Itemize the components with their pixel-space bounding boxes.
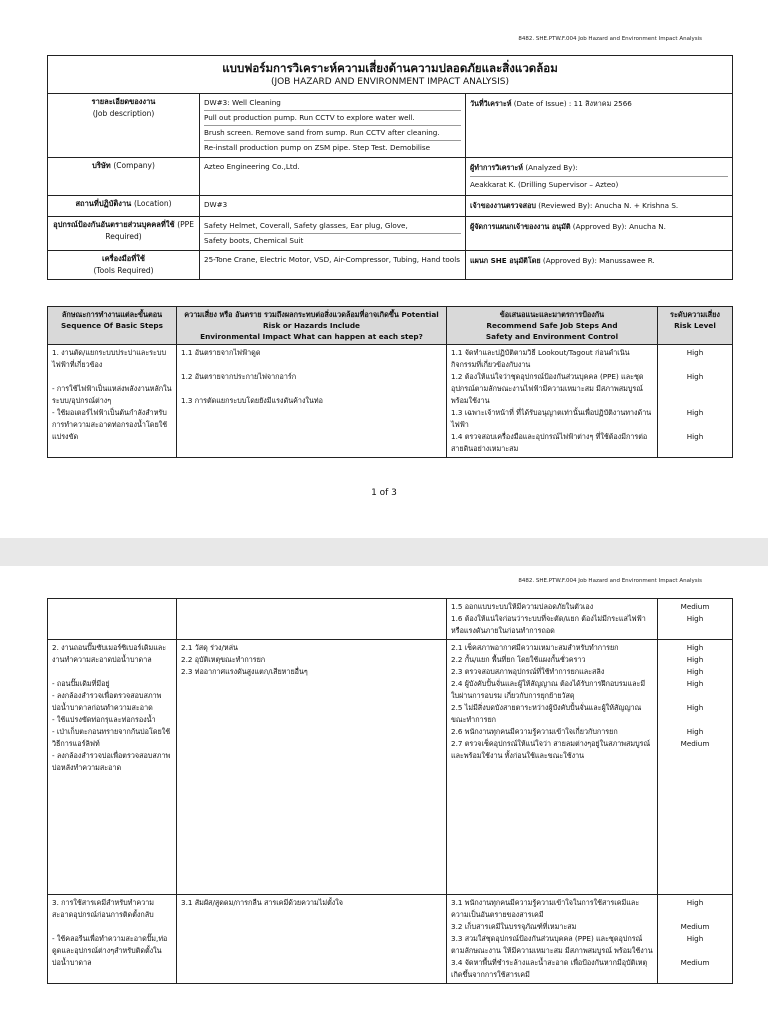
risk-cell: Medium High [658,599,733,640]
risk-cell: High High High High High High Medium [658,640,733,895]
ppe-label: อุปกรณ์ป้องกันอันตรายส่วนบุคคลที่ใช้ (PPE Required) [48,217,200,251]
job-description-value [200,94,466,158]
controls-cell: 1.1 จัดทำและปฏิบัติตามวิธี Lookout/Tagout ก่อนดำเนินกิจกรรมที่เกี่ยวข้องกับงาน 1.2 ต้องให้แน่ใจว่าชุดอุปกรณ์ป้องกันส่วนบุคคล (PPE) และชุดอุปกรณ์ตามลักษณะงานไฟฟ้ามีความเหมาะสม มีสภาพสมบูรณ์ พร้อมใช้งาน 1.3 เฉพาะเจ้าหน้าที่ ที่ได้รับอนุญาตเท่านั้นเพื่อปฏิบัติงานทางด้านไฟฟ้า 1.4 ตรวจสอบเครื่องมือและอุปกรณ์ไฟฟ้าต่างๆ ที่ใช้ต้องมีการต่อสายดินอย่างเหมาะสม [447,345,658,458]
location-value: DW#3 [200,196,466,217]
tools-value: 25-Tone Crane, Electric Motor, VSD, Air-Compressor, Tubing, Hand tools [200,251,466,280]
controls-cell: 2.1 เช็คสภาพอากาศมีความเหมาะสมสำหรับทำการยก 2.2 กั้น/แยก พื้นที่ยก โดยใช้แผงกั้นชั่วคราว 2.3 ตรวจสอบสภาพอุปกรณ์ที่ใช้ทำการยกและสลิง 2.4 ผู้บังคับปั้นจั่นและผู้ให้สัญญาณ ต้องได้รับการฝึกอบรมและมีใบผ่านการอบรม เกี่ยวกับการยุกย้ายวัสดุ 2.5 ไม่มีสิ่งบดบังสายตาระหว่างผู้บังคับปั้นจั่นและผู้ให้สัญญาณขณะทำการยก 2.6 พนักงานทุกคนมีความรู้ความเข้าใจเกี่ยวกับการยก 2.7 ตรวจเช็คอุปกรณ์ให้แน่ใจว่า สายลมต่างๆอยู่ในสภาพสมบูรณ์และพร้อมใช้งาน ทั้งก่อนใช้และขณะใช้งาน [447,640,658,895]
controls-cell: 1.5 ออกแบบระบบให้มีความปลอดภัยในตัวเอง 1.6 ต้องให้แน่ใจก่อนว่าระบบที่จะตัด/แยก ต้องไม่มีกระแสไฟฟ้าหรือแรงดันภายในก่อนทำการถอด [447,599,658,640]
title-english: (JOB HAZARD AND ENVIRONMENT IMPACT ANALYSIS) [271,77,509,87]
steps-cell: 3. การใช้สารเคมีสำหรับทำความสะอาดอุปกรณ์ก่อนการติดตั้งกลับ - ใช้คลอรีนเพื่อทำความสะอาดปั๊ม,ท่อดูดและอุปกรณ์ต่างๆสำหรับติดตั้งในบ่อน้ำบาดาล [48,895,177,984]
job-description-label: รายละเอียดของงาน (Job description) [48,94,200,158]
controls-cell: 3.1 พนักงานทุกคนมีความรู้ความเข้าใจในการใช้สารเคมีและความเป็นอันตรายของสารเคมี 3.2 เก็บสารเคมีในบรรจุภัณฑ์ที่เหมาะสม 3.3 สวมใส่ชุดอุปกรณ์ป้องกันส่วนบุคคล (PPE) และชุดอุปกรณ์ตามลักษณะงาน ให้มีความเหมาะสม มีสภาพสมบูรณ์ พร้อมใช้งาน 3.4 จัดหาพื้นที่ชำระล้างและน้ำสะอาด เพื่อป้องกันหากมีอุบัติเหตุเกิดขึ้นจากการใช้สารเคมี [447,895,658,984]
hazard-analysis-table [47,306,733,458]
she-approved-by: แผนก SHE อนุมัติโดย (Approved By): Manussawee R. [466,251,733,280]
tools-label: เครื่องมือที่ใช้ (Tools Required) [48,251,200,280]
ppe-value: Safety Helmet, Coverall, Safety glasses, Ear plug, Glove, Safety boots, Chemical Suit [200,217,466,251]
document-reference: 8482. SHE.PTW.F.004 Job Hazard and Environment Impact Analysis [518,36,702,42]
company-value: Azteo Engineering Co.,Ltd. [200,158,466,196]
table-row [48,345,733,458]
approved-by-value: Anucha N. [629,222,666,231]
column-header-controls: ข้อเสนอแนะและมาตรการป้องกัน Recommend Safe Job Steps And Safety and Environment Control [447,307,658,345]
steps-cell [48,599,177,640]
column-header-hazards: ความเสี่ยง หรือ อันตราย รวมถึงผลกระทบต่อสิ่งแวดล้อมที่อาจเกิดขึ้น Potential Risk or Hazards Include Environmental Impact What can happen at each step? [177,307,447,345]
date-of-issue: วันที่วิเคราะห์ (Date of Issue) : 11 สิงหาคม 2566 [466,94,733,158]
table-row [48,599,733,640]
page-number: 1 of 3 [371,488,397,498]
hazard-analysis-table-continued [47,598,733,984]
risk-cell: High Medium High Medium [658,895,733,984]
hazards-cell: 3.1 สัมผัส/สูดดม/การกลืน สารเคมีด้วยความไม่ตั้งใจ [177,895,447,984]
analyzed-by-value: Aeakkarat K. (Drilling Supervisor – Azteo) [470,180,619,189]
hazards-cell: 1.1 อันตรายจากไฟฟ้าดูด 1.2 อันตรายจากประกายไฟจากอาร์ก 1.3 การตัดแยกระบบโดยยังมีแรงดันค้างในท่อ [177,345,447,458]
approved-by: ผู้จัดการแผนกเจ้าของงาน อนุมัติ (Approved By): Anucha N. [466,217,733,251]
steps-cell: 1. งานตัด/แยกระบบประปาและระบบไฟฟ้าที่เกี่ยวข้อง - การใช้ไฟฟ้าเป็นแหล่งพลังงานหลักในระบบ/อุปกรณ์ต่างๆ - ใช้มอเตอร์ไฟฟ้าเป็นต้นกำลังสำหรับการทำความสะอาดท่อกรองน้ำโดยใช้แปรงขัด [48,345,177,458]
reviewed-by: เจ้าของงานตรวจสอบ (Reviewed By): Anucha N. + Krishna S. [466,196,733,217]
column-header-risk: ระดับความเสี่ยง Risk Level [658,307,733,345]
hazards-cell: 2.1 วัสดุ ร่วง/หล่น 2.2 อุบัติเหตุขณะทำการยก 2.3 ท่ออากาศแรงดันสูงแตก/เสียหายอื่นๆ [177,640,447,895]
jha-header-table [47,55,733,280]
date-value: 11 สิงหาคม 2566 [573,99,632,108]
reviewed-by-value: Anucha N. + Krishna S. [594,201,679,210]
she-approved-value: Manussawee R. [599,256,655,265]
company-label: บริษัท (Company) [48,158,200,196]
job-line: Brush screen. Remove sand from sump. Run CCTV after cleaning. [204,126,461,141]
table-row [48,640,733,895]
document-reference: 8482. SHE.PTW.F.004 Job Hazard and Environment Impact Analysis [518,578,702,584]
hazards-cell [177,599,447,640]
column-header-steps: ลักษณะการทำงานแต่ละขั้นตอน Sequence Of Basic Steps [48,307,177,345]
title-thai: แบบฟอร์มการวิเคราะห์ความเสี่ยงด้านความปลอดภัยและสิ่งแวดล้อม [222,61,558,75]
job-line: Re-install production pump on ZSM pipe. Step Test. Demobilise [204,143,431,152]
form-title [48,56,733,94]
job-line: DW#3: Well Cleaning [204,96,461,111]
job-line: Pull out production pump. Run CCTV to explore water well. [204,111,461,126]
steps-cell: 2. งานถอนปั๊มซับเมอร์ซิเบอร์เดิมและงานทำความสะอาดบ่อน้ำบาดาล - ถอนปั๊มเดิมที่มีอยู่ - ลงกล้องสำรวจเพื่อตรวจสอบสภาพบ่อน้ำบาดาลก่อนทำความสะอาด - ใช้แปรงขัดท่อกรุและท่อกรองน้ำ - เป่าเก็บตะกอนทรายจากก้นบ่อโดยใช้วิธีการแอร์ลิฟท์ - ลงกล้องสำรวจบ่อเพื่อตรวจสอบสภาพบ่อหลังทำความสะอาด [48,640,177,895]
risk-cell: High High High High [658,345,733,458]
analyzed-by: ผู้ทำการวิเคราะห์ (Analyzed By): Aeakkarat K. (Drilling Supervisor – Azteo) [466,158,733,196]
table-row [48,895,733,984]
location-label: สถานที่ปฏิบัติงาน (Location) [48,196,200,217]
document-page-2 [0,566,768,1024]
